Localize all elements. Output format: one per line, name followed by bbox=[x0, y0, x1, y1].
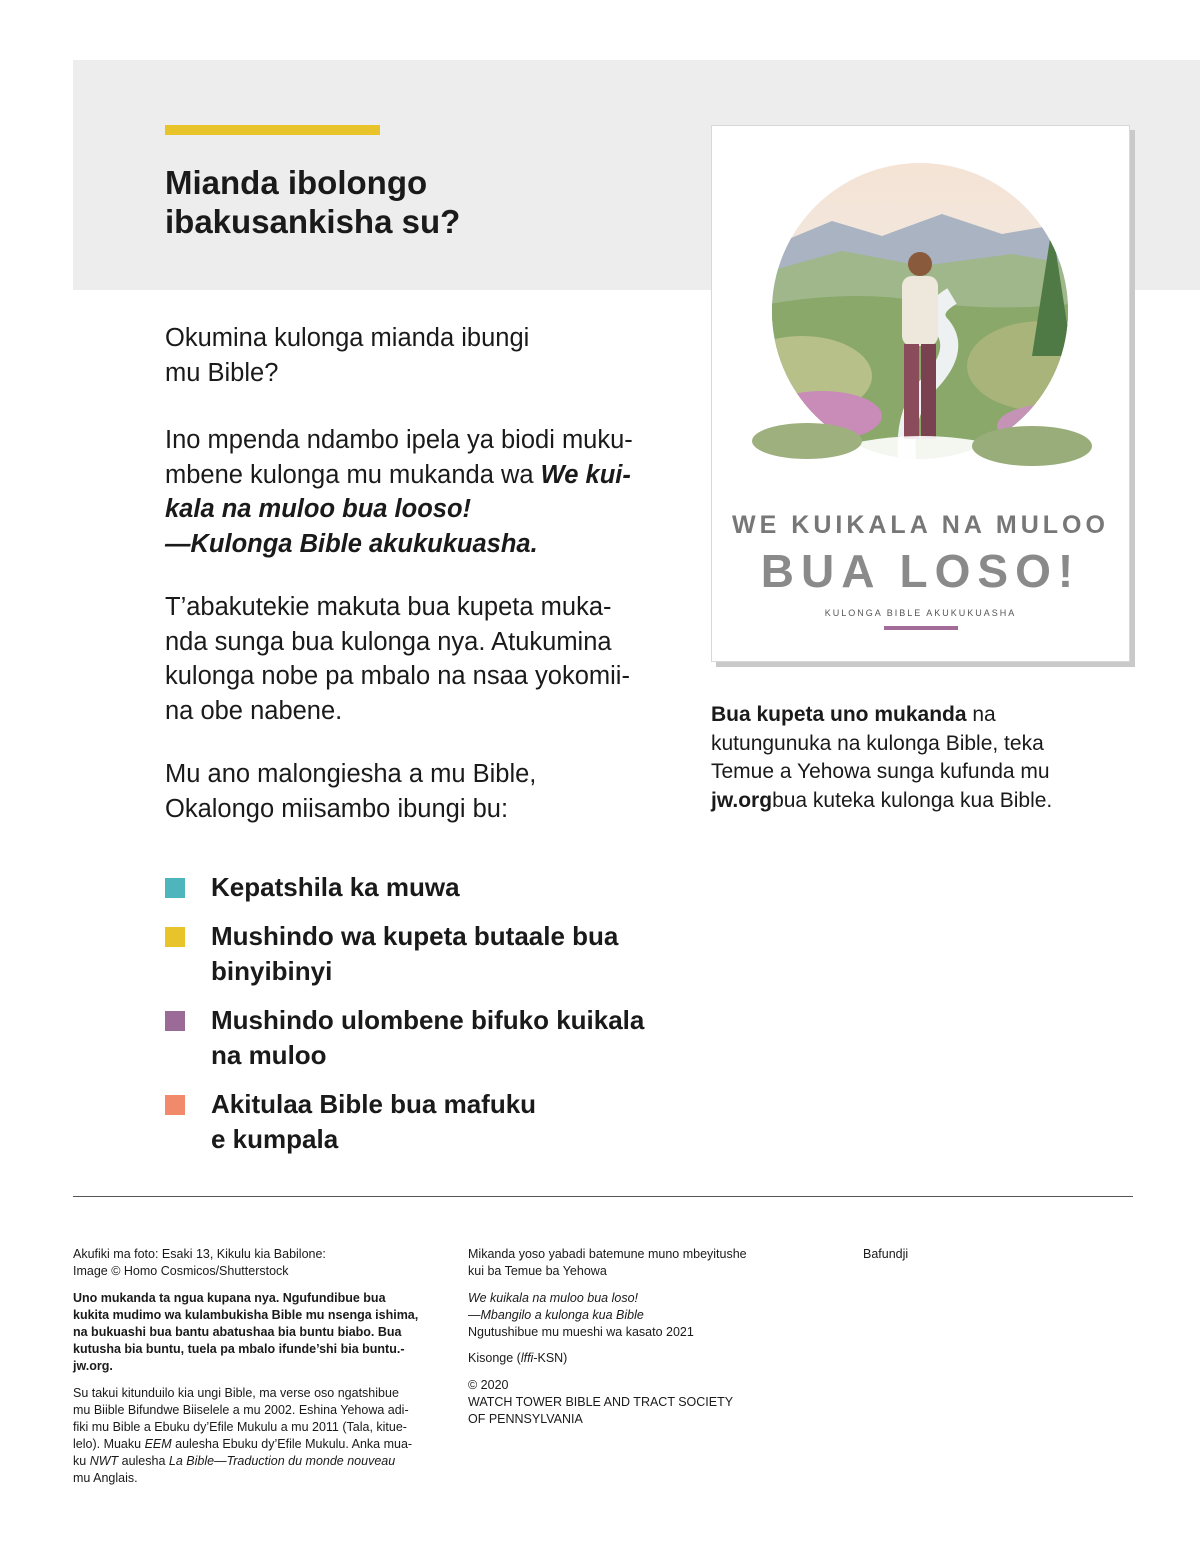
cover-subtitle: KULONGA BIBLE AKUKUKUASHA bbox=[824, 608, 1017, 618]
cover-rule bbox=[884, 626, 958, 630]
page-heading: Mianda ibolongo ibakusankisha su? bbox=[165, 164, 461, 240]
photo-credit: Akufiki ma foto: Esaki 13, Kikulu kia Babilone: Image © Homo Cosmicos/Shutterstock bbox=[73, 1247, 326, 1278]
publication-info: We kuikala na muloo bua loso! —Mbangilo a kulonga kua Bible Ngutushibue mu mueshi wa kasato 2021 bbox=[468, 1291, 694, 1339]
man-walking-on-path-illustration bbox=[712, 126, 1129, 506]
accent-bar bbox=[165, 125, 380, 135]
list-item: Kepatshila ka muwa bbox=[165, 870, 685, 905]
copyright: © 2020 WATCH TOWER BIBLE AND TRACT SOCIETY OF PENNSYLVANIA bbox=[468, 1378, 734, 1426]
publishers-label: Bafundji bbox=[863, 1247, 909, 1261]
intro-question: Okumina kulonga mianda ibungi mu Bible? bbox=[165, 324, 530, 387]
topic-list bbox=[165, 870, 685, 1171]
translation-note: Su takui kitunduilo kia ungi Bible, ma verse oso ngatshibue mu Biible Bifundwe Biiselele a mu 2002. Eshina Yehowa adi- fiki mu Bible a Ebuku dy’Efile Mukulu a mu 2011 (Tala, kitue- lelo). Muaku EEM aulesha Ebuku dy’Efile Mukulu. Anka mua- ku NWT aulesha La Bible—Traduction du monde nouveau mu Anglais. bbox=[73, 1386, 413, 1485]
website-link[interactable]: jw.org bbox=[711, 788, 773, 812]
footer-divider bbox=[73, 1196, 1133, 1197]
donation-note: Uno mukanda ta ngua kupana nya. Ngufundibue bua kukita mudimo wa kulambukisha Bible mu nsenga ishima, na bukuashi bua bantu abatushaa bia buntu biabo. Bua kutusha bia buntu, tuela pa mbalo ifunde’shi bia buntu.- jw.org. bbox=[73, 1291, 419, 1373]
list-item: Akitulaa Bible bua mafuku e kumpala bbox=[165, 1087, 685, 1157]
publisher-note: Mikanda yoso yabadi batemune muno mbeyitushe kui ba Temue ba Yehowa bbox=[468, 1247, 747, 1278]
bullet-square-icon bbox=[165, 1095, 185, 1115]
free-paragraph: T’abakutekie makuta bua kupeta muka- nda sunga bua kulonga nya. Atukumina kulonga nobe pa mbalo na nsaa yokomii- na obe nabene. bbox=[165, 593, 630, 725]
bullet-square-icon bbox=[165, 927, 185, 947]
bullet-square-icon bbox=[165, 878, 185, 898]
list-item: Mushindo wa kupeta butaale bua binyibinyi bbox=[165, 919, 685, 989]
cover-title-line1: WE KUIKALA NA MULOO bbox=[732, 511, 1109, 539]
bullet-square-icon bbox=[165, 1011, 185, 1031]
promo-text: Bua kupeta uno mukanda na kutungunuka na kulonga Bible, teka Temue a Yehowa sunga kufunda mu jw.orgbua kuteka kulonga kua Bible. bbox=[711, 703, 1053, 812]
intro-paragraph: Ino mpenda ndambo ipela ya biodi muku- mbene kulonga mu mukanda wa We kui- kala na muloo bua looso! —Kulonga Bible akukukuasha. bbox=[165, 426, 633, 558]
cover-title-line2: BUA LOSO! bbox=[760, 545, 1081, 597]
topics-intro: Mu ano malongiesha a mu Bible, Okalongo miisambo ibungi bu: bbox=[165, 760, 537, 823]
list-item: Mushindo ulombene bifuko kuikala na muloo bbox=[165, 1003, 685, 1073]
language-code: Kisonge (lffi-KSN) bbox=[468, 1351, 568, 1365]
brochure-cover bbox=[711, 125, 1130, 662]
